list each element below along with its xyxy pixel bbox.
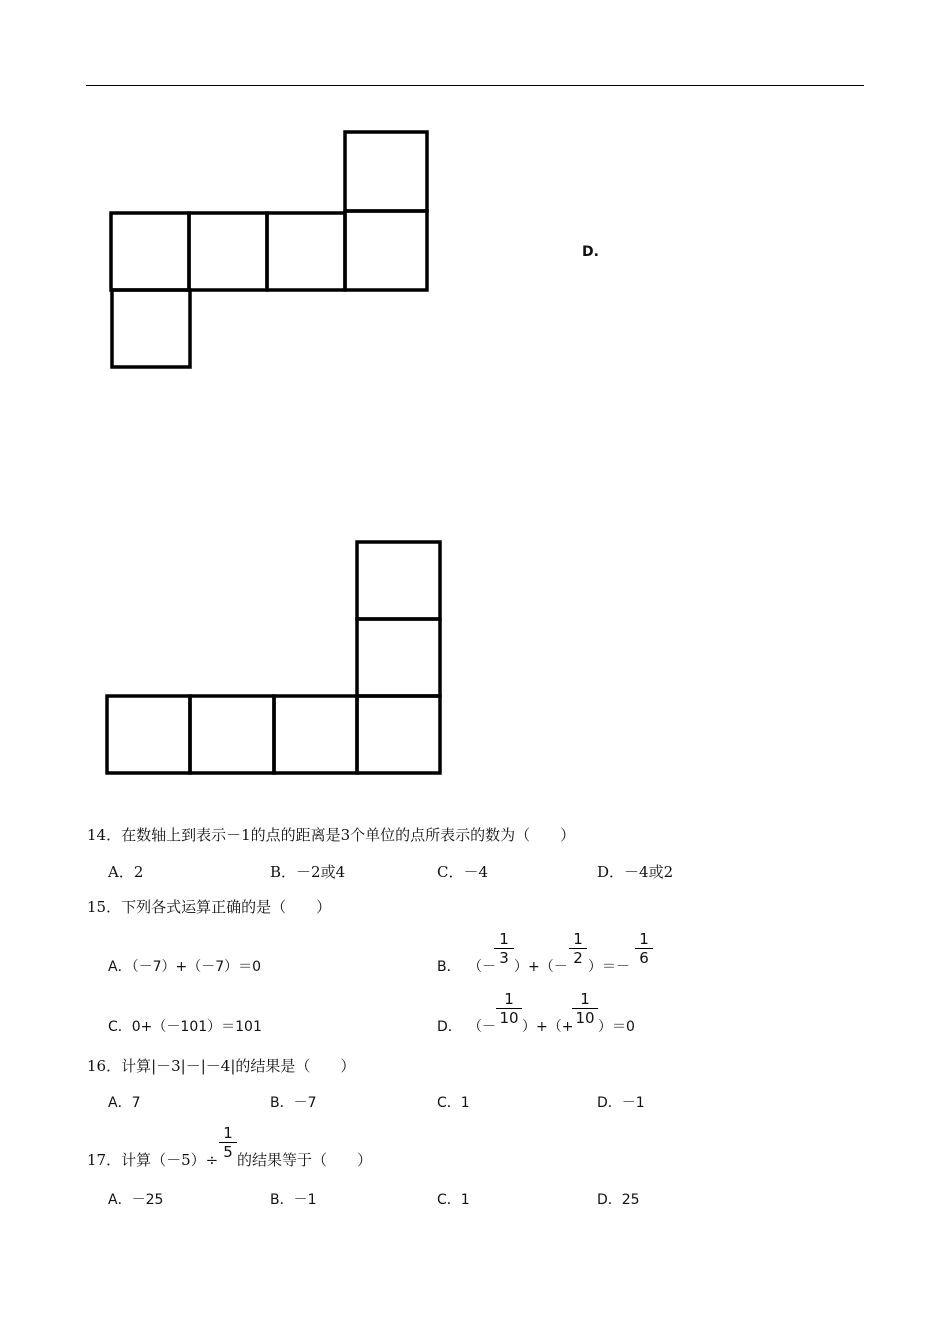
question-16: 16．计算|－3|－|－4|的结果是（ ） — [87, 1057, 356, 1075]
question-15: 15．下列各式运算正确的是（ ） — [87, 898, 332, 916]
q15-d-fraction-1: 1 10 — [496, 990, 522, 1027]
q15-d-fraction-2: 1 10 — [572, 990, 598, 1027]
net-square — [267, 213, 345, 290]
net-square — [190, 696, 274, 773]
q16-option-b: B．－7 — [270, 1095, 317, 1111]
question-17-suffix: 的结果等于（ ） — [237, 1151, 373, 1169]
q15-option-d-prefix: D． — [437, 1019, 462, 1035]
q17-option-b: B．－1 — [270, 1192, 317, 1208]
q14-option-a: A．2 — [108, 863, 144, 881]
net-square — [345, 211, 427, 290]
net-square — [107, 696, 190, 773]
q15-option-b-part1: （－ — [468, 959, 496, 975]
q15-option-a: A．（－7）+（－7）＝0 — [108, 959, 262, 975]
net-square — [345, 132, 427, 211]
q15-b-fraction-1: 1 3 — [494, 930, 514, 967]
q16-option-a: A．7 — [108, 1095, 141, 1111]
q17-fraction: 1 5 — [219, 1124, 237, 1161]
q15-option-d-part1: （－ — [468, 1019, 496, 1035]
q15-option-b-prefix: B． — [437, 959, 461, 975]
q16-option-c: C．1 — [437, 1095, 470, 1111]
q15-option-c: C．0+（－101）＝101 — [108, 1019, 262, 1035]
q15-option-b-part3: ）＝－ — [588, 959, 630, 975]
q15-option-b-part2: ）+（－ — [514, 959, 568, 975]
net-square — [111, 213, 189, 290]
q14-option-b: B．－2或4 — [270, 863, 346, 881]
q14-option-c: C．－4 — [437, 863, 489, 881]
question-17-prefix: 17．计算（－5）÷ — [87, 1151, 219, 1169]
q16-option-d: D．－1 — [597, 1095, 645, 1111]
net-square — [189, 213, 267, 290]
net-figure-d — [100, 533, 450, 783]
net-square — [274, 696, 357, 773]
option-d-label: D. — [582, 244, 599, 260]
net-figure-c — [100, 122, 440, 382]
net-square — [112, 290, 190, 367]
net-square — [357, 619, 440, 696]
q17-option-a: A．－25 — [108, 1192, 164, 1208]
q15-option-d-part2: ）+（+ — [522, 1019, 574, 1035]
q17-option-c: C．1 — [437, 1192, 470, 1208]
q15-b-fraction-2: 1 2 — [569, 930, 587, 967]
header-rule — [86, 85, 864, 86]
question-14: 14．在数轴上到表示－1的点的距离是3个单位的点所表示的数为（ ） — [87, 826, 576, 844]
q15-option-d-part3: ）＝0 — [598, 1019, 635, 1035]
q17-option-d: D．25 — [597, 1192, 640, 1208]
q15-b-fraction-3: 1 6 — [635, 930, 653, 967]
net-square — [357, 542, 440, 619]
q14-option-d: D．－4或2 — [597, 863, 674, 881]
net-square — [357, 696, 440, 773]
